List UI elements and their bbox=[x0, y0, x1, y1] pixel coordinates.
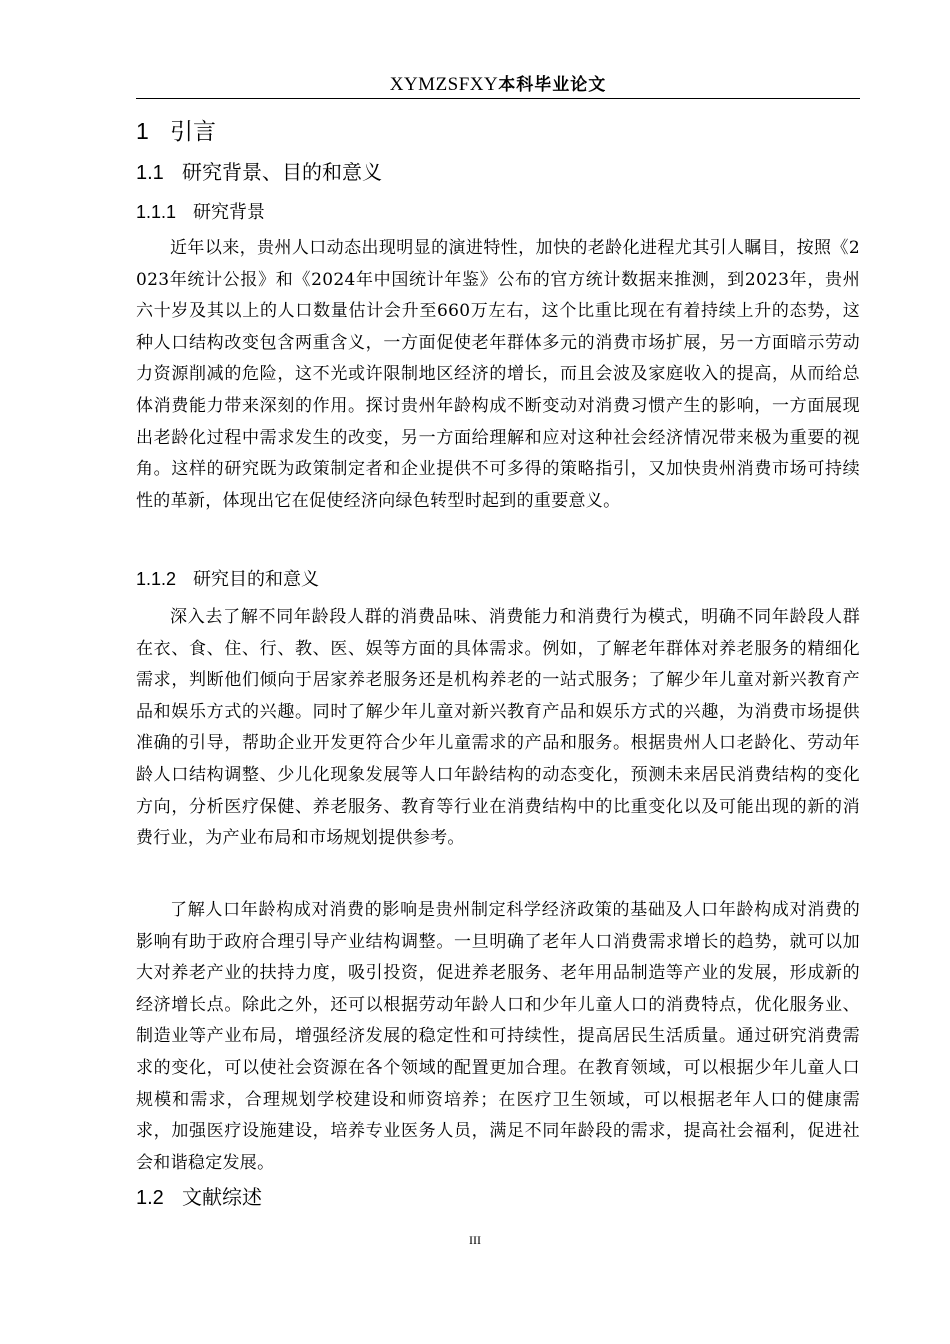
heading-number: 1.1.2 bbox=[136, 569, 177, 589]
heading-title: 研究背景、目的和意义 bbox=[182, 160, 382, 184]
heading-number: 1 bbox=[136, 118, 149, 144]
heading-section-1 bbox=[136, 116, 216, 147]
heading-section-1-1-1 bbox=[136, 199, 265, 226]
header-label: 本科毕业论文 bbox=[498, 75, 607, 95]
heading-title: 研究背景 bbox=[193, 202, 265, 223]
header-code: XYMZSFXY bbox=[389, 74, 499, 95]
heading-title: 研究目的和意义 bbox=[193, 569, 319, 590]
running-header bbox=[136, 74, 860, 98]
heading-section-1-1 bbox=[136, 158, 382, 187]
heading-title: 引言 bbox=[170, 119, 216, 145]
heading-title: 文献综述 bbox=[182, 1185, 262, 1209]
heading-section-1-1-2 bbox=[136, 566, 319, 593]
paragraph-research-purpose-2: 了解人口年龄构成对消费的影响是贵州制定科学经济政策的基础及人口年龄构成对消费的影响有助于政府合理引导产业结构调整。一旦明确了老年人口消费需求增长的趋势，就可以加大对养老产业的扶持力度，吸引投资，促进养老服务、老年用品制造等产业的发展，形成新的经济增长点。除此之外，还可以根据劳动年龄人口和少年儿童人口的消费特点，优化服务业、制造业等产业布局，增强经济发展的稳定性和可持续性，提高居民生活质量。通过研究消费需求的变化，可以使社会资源在各个领域的配置更加合理。在教育领域，可以根据少年儿童人口规模和需求，合理规划学校建设和师资培养；在医疗卫生领域，可以根据老年人口的健康需求，加强医疗设施建设，培养专业医务人员，满足不同年龄段的需求，提高社会福利，促进社会和谐稳定发展。 bbox=[136, 900, 860, 1173]
heading-number: 1.1 bbox=[136, 162, 164, 184]
heading-section-1-2 bbox=[136, 1183, 262, 1212]
page-number: III bbox=[469, 1233, 481, 1247]
heading-number: 1.1.1 bbox=[136, 202, 177, 222]
heading-number: 1.2 bbox=[136, 1187, 164, 1209]
header-divider bbox=[136, 98, 860, 99]
paragraph-research-purpose-1: 深入去了解不同年龄段人群的消费品味、消费能力和消费行为模式，明确不同年龄段人群在衣、食、住、行、教、医、娱等方面的具体需求。例如，了解老年群体对养老服务的精细化需求，判断他们倾向于居家养老服务还是机构养老的一站式服务；了解少年儿童对新兴教育产品和娱乐方式的兴趣。同时了解少年儿童对新兴教育产品和娱乐方式的兴趣，为消费市场提供准确的引导，帮助企业开发更符合少年儿童需求的产品和服务。根据贵州人口老龄化、劳动年龄人口结构调整、少儿化现象发展等人口年龄结构的动态变化，预测未来居民消费结构的变化方向，分析医疗保健、养老服务、教育等行业在消费结构中的比重变化以及可能出现的新的消费行业，为产业布局和市场规划提供参考。 bbox=[136, 607, 860, 849]
paragraph-research-background: 近年以来，贵州人口动态出现明显的演进特性，加快的老龄化进程尤其引人瞩目，按照《2023年统计公报》和《2024年中国统计年鉴》公布的官方统计数据来推测，到2023年，贵州六十岁及其以上的人口数量估计会升至660万左右，这个比重比现在有着持续上升的态势，这种人口结构改变包含两重含义，一方面促使老年群体多元的消费市场扩展，另一方面暗示劳动力资源削减的危险，这不光或许限制地区经济的增长，而且会波及家庭收入的提高，从而给总体消费能力带来深刻的作用。探讨贵州年龄构成不断变动对消费习惯产生的影响，一方面展现出老龄化过程中需求发生的改变，另一方面给理解和应对这种社会经济情况带来极为重要的视角。这样的研究既为政策制定者和企业提供不可多得的策略指引，又加快贵州消费市场可持续性的革新，体现出它在促使经济向绿色转型时起到的重要意义。 bbox=[136, 238, 860, 511]
